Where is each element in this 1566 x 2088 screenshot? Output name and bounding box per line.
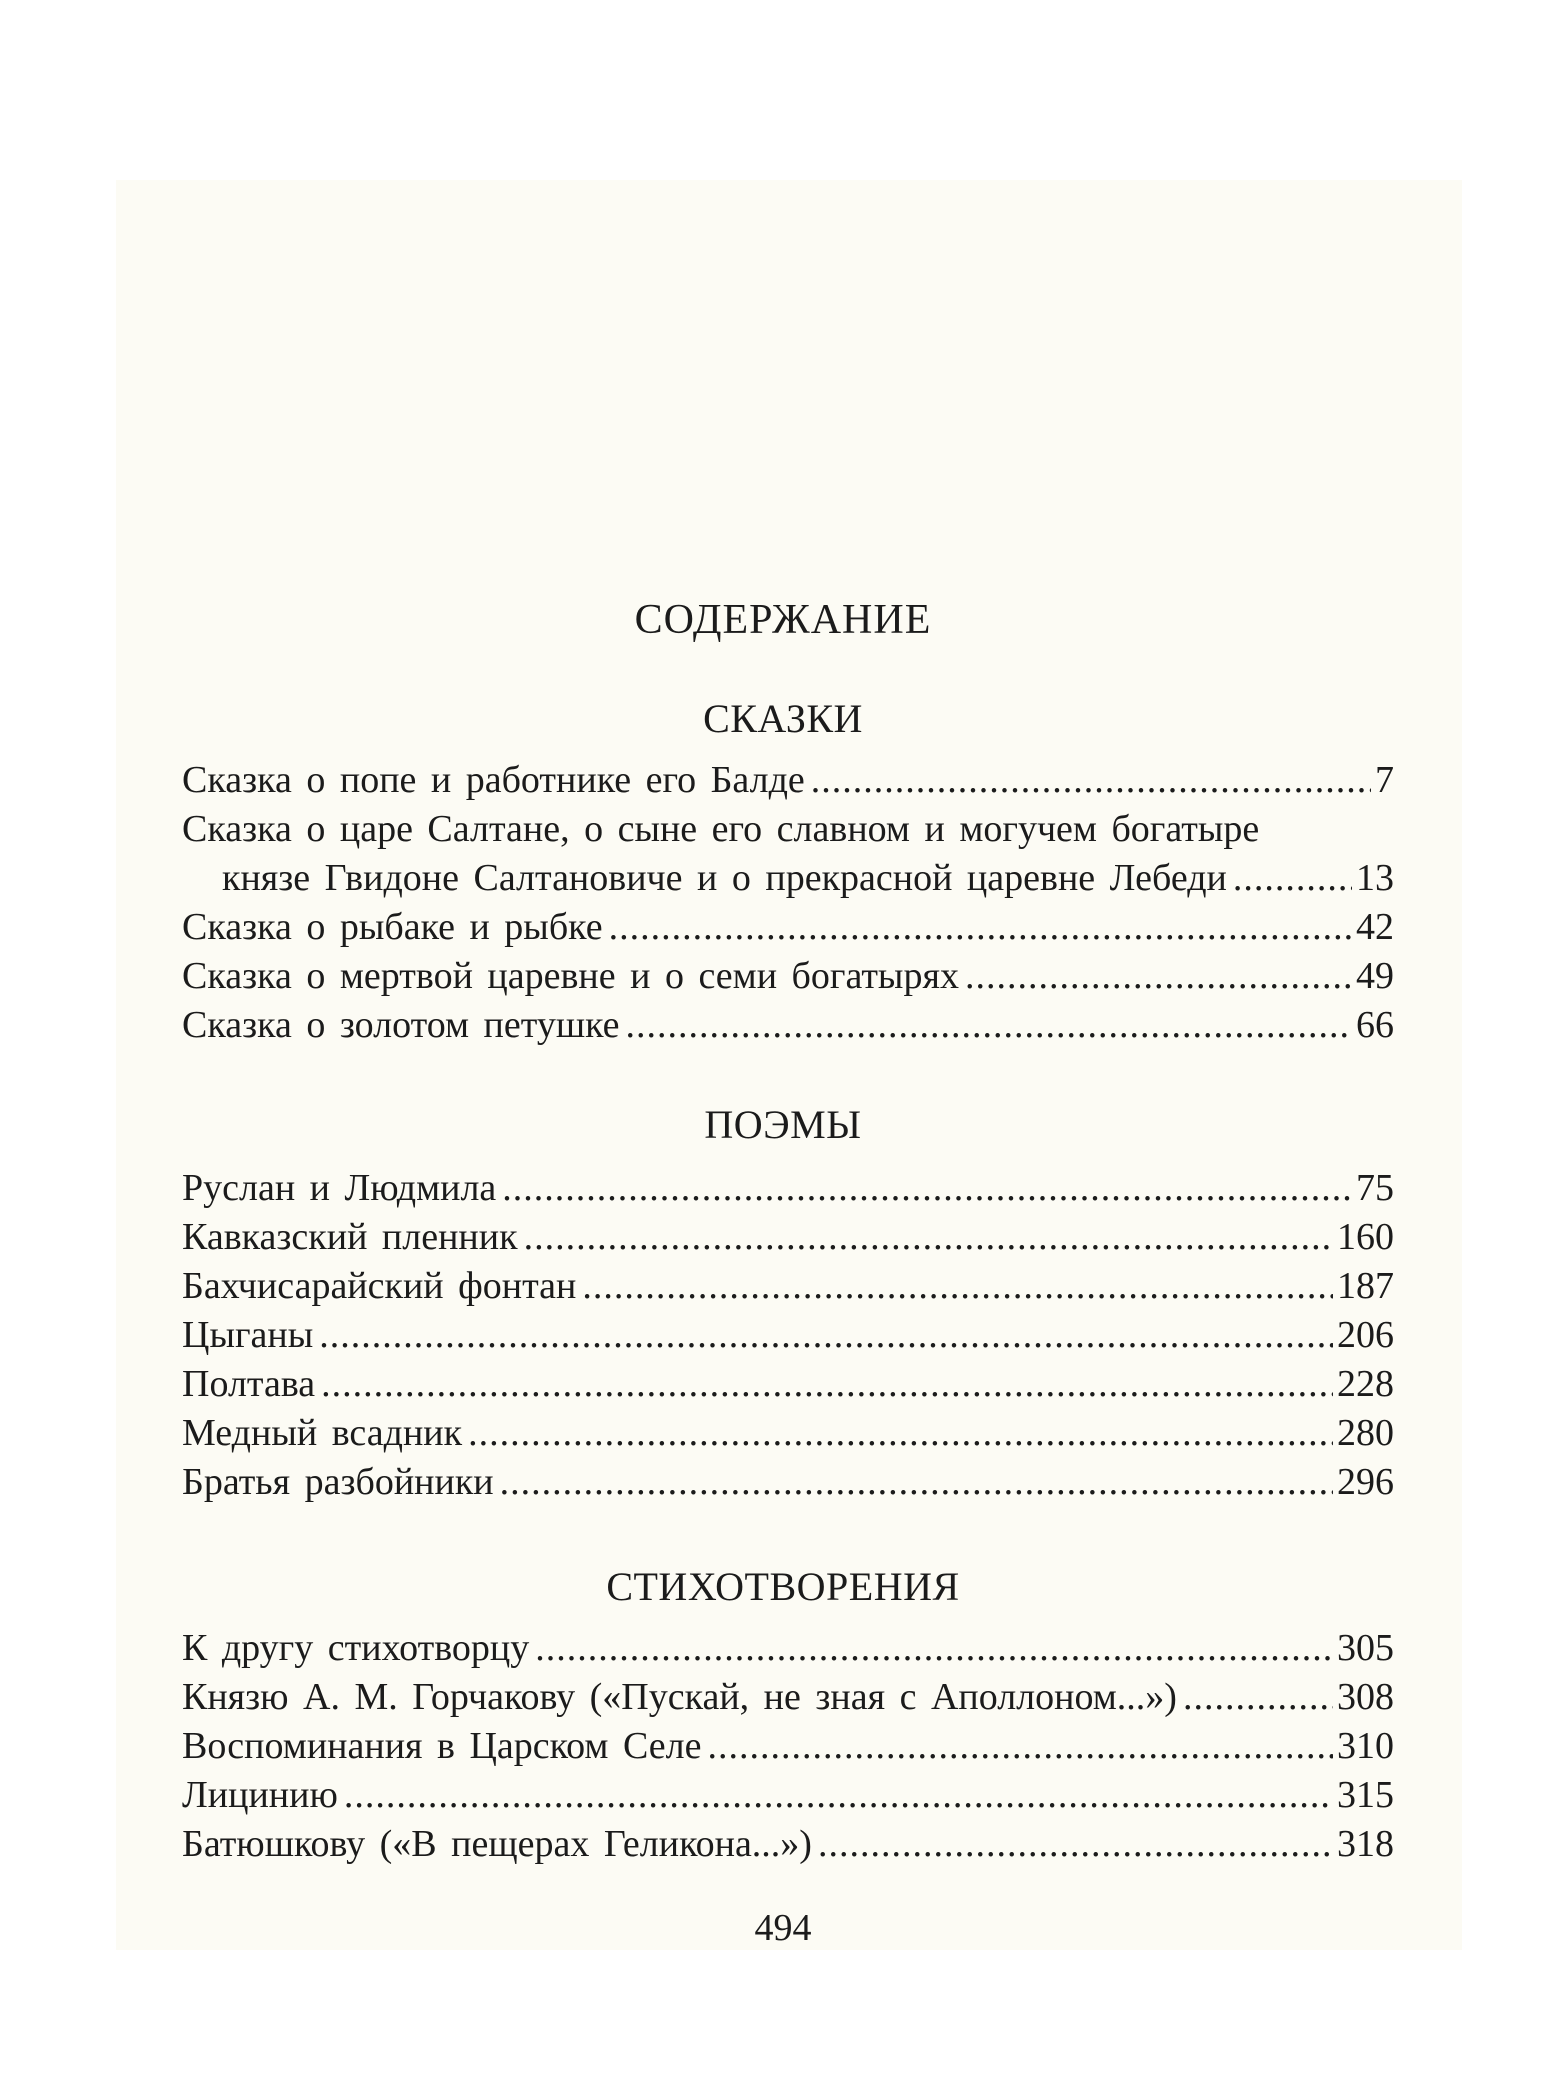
toc-entry-title: Медный всадник xyxy=(182,1412,463,1454)
toc-entry[interactable] xyxy=(182,1820,1394,1869)
page-title: СОДЕРЖАНИЕ xyxy=(634,597,932,643)
leader-dots xyxy=(582,1262,1333,1311)
toc-entry-title: князе Гвидоне Салтановиче и о прекрасной царевне Лебеди xyxy=(222,857,1227,899)
leader-dots xyxy=(626,1001,1353,1050)
toc-entry-page: 49 xyxy=(1356,955,1394,997)
toc-entry-title: Сказка о попе и работнике его Балде xyxy=(182,759,805,801)
toc-entry[interactable] xyxy=(182,903,1394,952)
toc-entry-page: 318 xyxy=(1337,1823,1394,1865)
toc-entry-title: Бахчисарайский фонтан xyxy=(182,1265,577,1307)
toc-entry-title: Батюшкову («В пещерах Геликона...») xyxy=(182,1823,812,1865)
toc-entry[interactable] xyxy=(182,1311,1394,1360)
leader-dots xyxy=(535,1624,1333,1673)
toc-entry-title: К другу стихотворцу xyxy=(182,1627,530,1669)
leader-dots xyxy=(344,1771,1333,1820)
leader-dots xyxy=(468,1409,1333,1458)
toc-entry-page: 66 xyxy=(1356,1004,1394,1046)
toc-entry[interactable] xyxy=(182,1213,1394,1262)
toc-entry-page: 13 xyxy=(1356,857,1394,899)
section-heading-poemy: ПОЭМЫ xyxy=(704,1102,862,1147)
toc-entry[interactable] xyxy=(182,1624,1394,1673)
toc-entry-page: 305 xyxy=(1337,1627,1394,1669)
leader-dots xyxy=(965,952,1352,1001)
toc-entry[interactable] xyxy=(182,1262,1394,1311)
toc-entry-title: Сказка о мертвой царевне и о семи богатырях xyxy=(182,955,959,997)
toc-entry-title: Кавказский пленник xyxy=(182,1216,518,1258)
toc-entry[interactable] xyxy=(182,1360,1394,1409)
leader-dots xyxy=(524,1213,1333,1262)
toc-entry-title: Братья разбойники xyxy=(182,1461,494,1503)
toc-entry[interactable] xyxy=(182,756,1394,805)
leader-dots xyxy=(319,1311,1333,1360)
toc-entry-page: 160 xyxy=(1337,1216,1394,1258)
leader-dots xyxy=(811,756,1371,805)
toc-entry-title: Князю А. М. Горчакову («Пускай, не зная с Аполлоном...») xyxy=(182,1676,1177,1718)
section-heading-skazki: СКАЗКИ xyxy=(703,696,863,741)
leader-dots xyxy=(818,1820,1333,1869)
toc-entry[interactable] xyxy=(182,1673,1394,1722)
toc-entry[interactable] xyxy=(182,952,1394,1001)
toc-entry[interactable] xyxy=(182,1001,1394,1050)
toc-entry-title: Полтава xyxy=(182,1363,316,1405)
page-number: 494 xyxy=(754,1907,812,1949)
toc-entry-page: 206 xyxy=(1337,1314,1394,1356)
toc-entry[interactable] xyxy=(182,1771,1394,1820)
toc-entry-page: 310 xyxy=(1337,1725,1394,1767)
leader-dots xyxy=(502,1164,1352,1213)
toc-entry-title: Цыганы xyxy=(182,1314,314,1356)
toc-entry[interactable] xyxy=(182,854,1394,903)
toc-entry-title: Сказка о рыбаке и рыбке xyxy=(182,906,603,948)
toc-entry[interactable] xyxy=(182,1458,1394,1507)
toc-entry-title: Воспоминания в Царском Селе xyxy=(182,1725,702,1767)
toc-entry-page: 296 xyxy=(1337,1461,1394,1503)
leader-dots xyxy=(321,1360,1333,1409)
toc-entry-page: 75 xyxy=(1356,1167,1394,1209)
toc-entry-title: Руслан и Людмила xyxy=(182,1167,497,1209)
toc-list-stikhotvoreniya xyxy=(182,1624,1394,1869)
toc-entry-page: 187 xyxy=(1337,1265,1394,1307)
toc-entry-title: Сказка о золотом петушке xyxy=(182,1004,620,1046)
leader-dots xyxy=(707,1722,1333,1771)
toc-entry-page: 7 xyxy=(1375,759,1394,801)
toc-entry-page: 308 xyxy=(1337,1676,1394,1718)
leader-dots xyxy=(609,903,1352,952)
toc-list-skazki xyxy=(182,756,1394,1050)
toc-entry[interactable] xyxy=(182,1409,1394,1458)
leader-dots xyxy=(1233,854,1352,903)
toc-entry-title-line[interactable]: Сказка о царе Салтане, о сыне его славном и могучем богатыре xyxy=(182,808,1260,850)
toc-entry-page: 228 xyxy=(1337,1363,1394,1405)
toc-entry-page: 315 xyxy=(1337,1774,1394,1816)
section-heading-stikhotvoreniya: СТИХОТВОРЕНИЯ xyxy=(606,1564,960,1609)
leader-dots xyxy=(1183,1673,1333,1722)
toc-list-poemy xyxy=(182,1164,1394,1507)
toc-entry-page: 42 xyxy=(1356,906,1394,948)
toc-entry[interactable] xyxy=(182,1722,1394,1771)
toc-entry-title: Лицинию xyxy=(182,1774,338,1816)
leader-dots xyxy=(500,1458,1333,1507)
toc-entry-page: 280 xyxy=(1337,1412,1394,1454)
toc-entry[interactable] xyxy=(182,1164,1394,1213)
